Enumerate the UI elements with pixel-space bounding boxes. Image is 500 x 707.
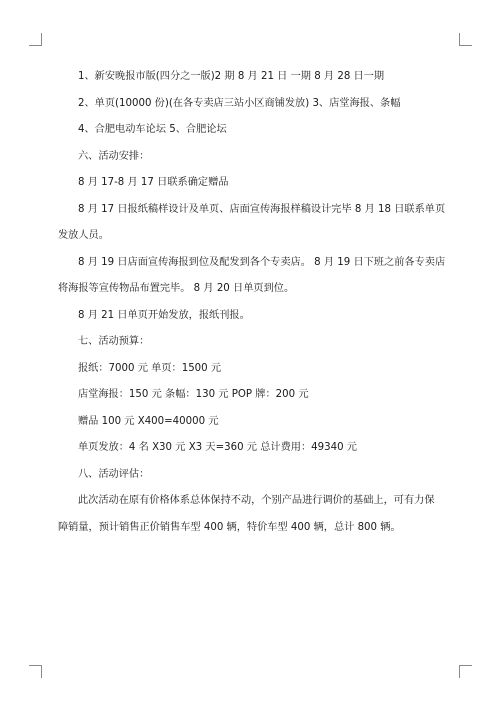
section-heading-evaluation: 八、活动评估： <box>78 468 150 480</box>
text-line-1: 1、新安晚报市版(四分之一版)2 期 8 月 21 日 一期 8 月 28 日一期 <box>78 71 385 82</box>
text-line-14: 赠品 100 元 X400=40000 元 <box>78 415 219 427</box>
text-line-5: 8 月 17-8 月 17 日联系确定赠品 <box>78 177 229 188</box>
text-line-18: 障销量，预计销售正价销售车型 400 辆，特价车型 400 辆，总计 800 辆。 <box>58 521 401 533</box>
crop-mark-bottom-left <box>29 665 42 678</box>
text-line-8: 8 月 19 日店面宣传海报到位及配发到各个专卖店。 8 月 19 日下班之前各专卖店 <box>78 256 446 268</box>
text-line-9: 将海报等宣传物品布置完毕。 8 月 20 日单页到位。 <box>58 283 295 294</box>
crop-mark-top-left <box>29 33 42 46</box>
section-heading-budget: 七、活动预算： <box>78 336 150 347</box>
section-heading-schedule: 六、活动安排： <box>78 150 150 162</box>
crop-mark-bottom-right <box>459 665 472 678</box>
text-line-12: 报纸：7000 元 单页：1500 元 <box>78 362 222 374</box>
document-body <box>58 64 446 541</box>
text-line-2: 2、单页(10000 份)(在各专卖店三站小区商铺发放) 3、店堂海报、条幅 <box>78 97 401 109</box>
text-line-10: 8 月 21 日单页开始发放，报纸刊报。 <box>78 309 250 321</box>
text-line-17: 此次活动在原有价格体系总体保持不动，个别产品进行调价的基础上，可有力保 <box>78 495 435 506</box>
crop-mark-top-right <box>459 33 472 46</box>
text-line-13: 店堂海报：150 元 条幅：130 元 POP 牌：200 元 <box>78 389 309 400</box>
text-line-15: 单页发放：4 名 X30 元 X3 天=360 元 总计费用：49340 元 <box>78 442 357 453</box>
text-line-7: 发放人员。 <box>58 230 109 241</box>
text-line-6: 8 月 17 日报纸稿样设计及单页、店面宣传海报样稿设计完毕 8 月 18 日联系单页 <box>78 203 446 215</box>
text-line-3: 4、合肥电动车论坛 5、合肥论坛 <box>78 124 227 135</box>
